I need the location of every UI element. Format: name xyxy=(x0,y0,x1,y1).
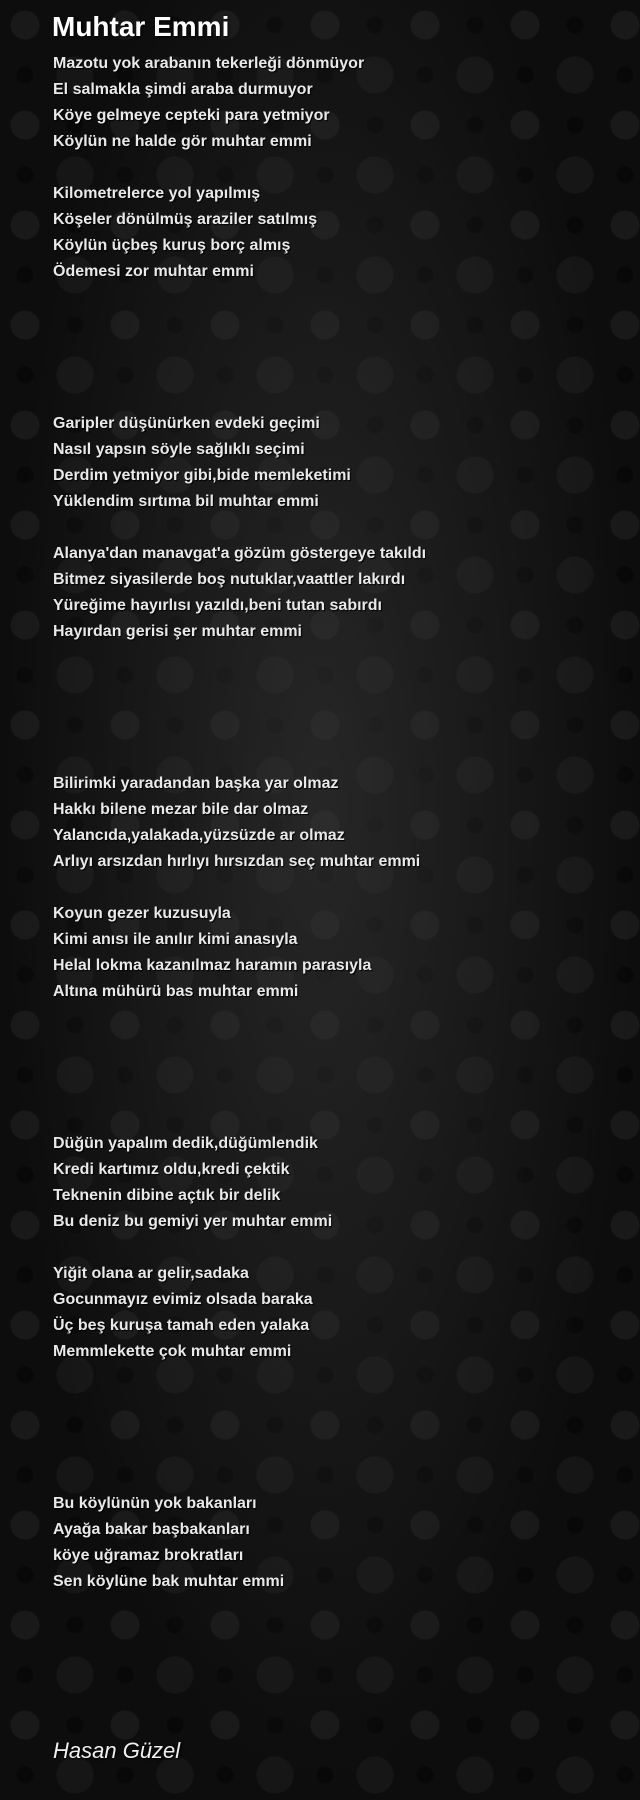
stanza-2 xyxy=(53,181,317,285)
poem-line: Gocunmayız evimiz olsada baraka xyxy=(53,1291,313,1308)
poem-line: Kredi kartımız oldu,kredi çektik xyxy=(53,1161,290,1178)
stanza-7 xyxy=(53,1131,332,1235)
poem-line: Bu köylünün yok bakanları xyxy=(53,1495,257,1512)
poem-line: Mazotu yok arabanın tekerleği dönmüyor xyxy=(53,55,365,72)
poem-line: Bitmez siyasilerde boş nutuklar,vaattler lakırdı xyxy=(53,571,406,588)
poem-line: Kilometrelerce yol yapılmış xyxy=(53,185,261,202)
poem-line: Yiğit olana ar gelir,sadaka xyxy=(53,1265,249,1282)
poem-line: Koyun gezer kuzusuyla xyxy=(53,905,231,922)
stanza-5 xyxy=(53,771,420,875)
poem-line: Sen köylüne bak muhtar emmi xyxy=(53,1573,285,1590)
poem-line: Teknenin dibine açtık bir delik xyxy=(53,1187,281,1204)
poem-line: Yüreğime hayırlısı yazıldı,beni tutan sabırdı xyxy=(53,597,382,614)
poem-line: Ayağa bakar başbakanları xyxy=(53,1521,250,1538)
poem-line: Hayırdan gerisi şer muhtar emmi xyxy=(53,623,302,640)
poem-line: Yalancıda,yalakada,yüzsüzde ar olmaz xyxy=(53,827,345,844)
poem-line: Alanya'dan manavgat'a gözüm göstergeye takıldı xyxy=(53,545,427,562)
poem-line: Ödemesi zor muhtar emmi xyxy=(53,263,254,280)
stanza-9 xyxy=(53,1491,284,1595)
poem-line: Nasıl yapsın söyle sağlıklı seçimi xyxy=(53,441,305,458)
poem-line: Altına mühürü bas muhtar emmi xyxy=(53,983,299,1000)
stanza-3 xyxy=(53,411,351,515)
poem-line: köye uğramaz brokratları xyxy=(53,1547,244,1564)
stanza-8 xyxy=(53,1261,313,1365)
poem-line: Memmlekette çok muhtar emmi xyxy=(53,1343,292,1360)
poem-line: Köşeler dönülmüş araziler satılmış xyxy=(53,211,318,228)
stanza-6 xyxy=(53,901,371,1005)
poem-line: Köylün üçbeş kuruş borç almış xyxy=(53,237,291,254)
poem-line: El salmakla şimdi araba durmuyor xyxy=(53,81,313,98)
poem-line: Garipler düşünürken evdeki geçimi xyxy=(53,415,320,432)
poem-line: Düğün yapalım dedik,düğümlendik xyxy=(53,1135,318,1152)
poem-line: Helal lokma kazanılmaz haramın parasıyla xyxy=(53,957,372,974)
poem-line: Köye gelmeye cepteki para yetmiyor xyxy=(53,107,330,124)
poem-author: Hasan Güzel xyxy=(53,1738,181,1763)
poem-title: Muhtar Emmi xyxy=(52,11,230,42)
stanza-4 xyxy=(53,541,426,645)
stanza-1 xyxy=(53,51,364,155)
poem-line: Üç beş kuruşa tamah eden yalaka xyxy=(53,1317,310,1334)
poem-line: Yüklendim sırtıma bil muhtar emmi xyxy=(53,493,319,510)
poem-line: Köylün ne halde gör muhtar emmi xyxy=(53,133,312,150)
poem-line: Bilirimki yaradandan başka yar olmaz xyxy=(53,775,339,792)
poem-line: Kimi anısı ile anılır kimi anasıyla xyxy=(53,931,298,948)
poem-line: Bu deniz bu gemiyi yer muhtar emmi xyxy=(53,1213,333,1230)
poem-line: Arlıyı arsızdan hırlıyı hırsızdan seç muhtar emmi xyxy=(53,853,421,870)
poem-line: Hakkı bilene mezar bile dar olmaz xyxy=(53,801,309,818)
poem-line: Derdim yetmiyor gibi,bide memleketimi xyxy=(53,467,351,484)
